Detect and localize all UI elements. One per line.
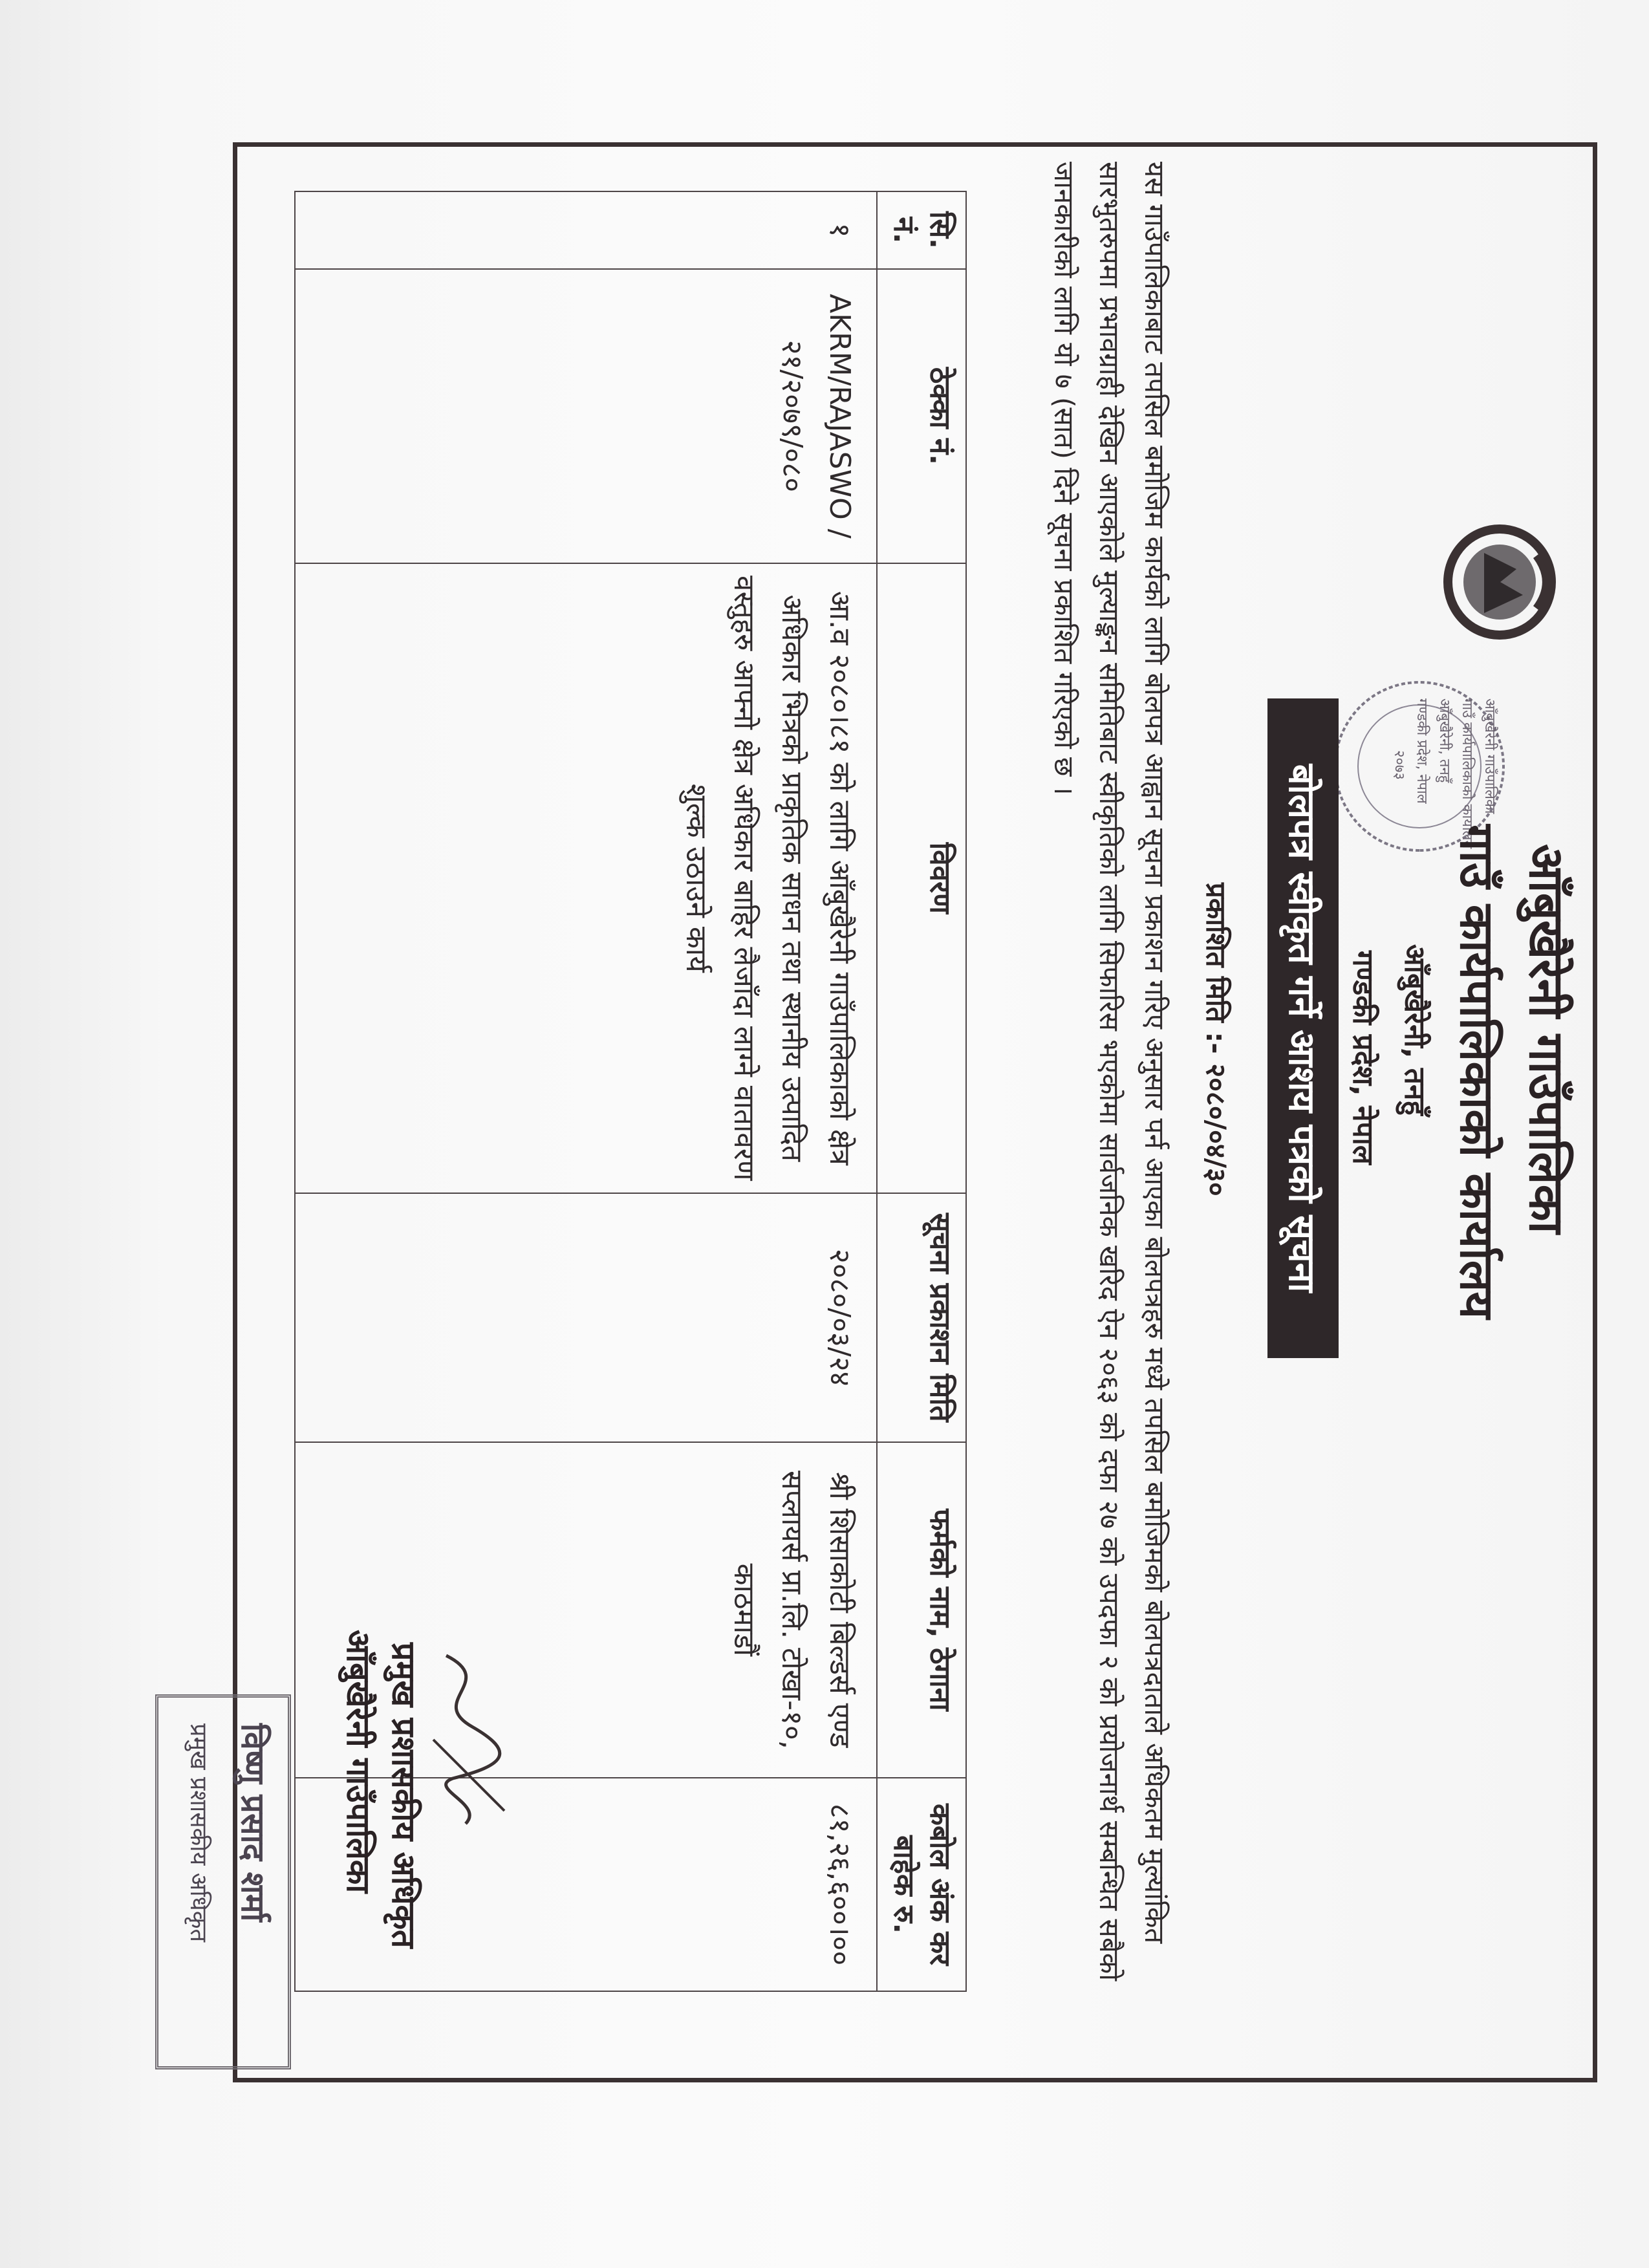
header-notice-date: सूचना प्रकाशन मिति xyxy=(877,1193,966,1442)
header-sn: सि. नं. xyxy=(877,191,966,269)
cell-description: आ.व २०८०।८१ को लागि आँबुखैरेनी गाउँपालिकाको क्षेत्र अधिकार भित्रको प्राकृतिक साधन तथा स्थानीय उत्पादित वस्तुहरु आफ्नो क्षेत्र अधिकार बाहिर लैजाँदा लाग्ने वातावरण शुल्क उठाउने कार्य xyxy=(295,563,877,1193)
signature-icon xyxy=(414,1643,524,1837)
table-row xyxy=(295,191,877,1991)
government-emblem-icon xyxy=(1442,517,1562,647)
seal-text: गण्डकी प्रदेश, नेपाल xyxy=(1414,698,1430,804)
notice-body: यस गाउँपालिकाबाट तपसिल बमोजिम कार्यको लागि बोलपत्र आह्वान सूचना प्रकाशन गरिए अनुसार पर्न आएका बोलपत्रहरु मध्ये तपसिल बमोजिमको बोलपत्रदाताले अधिकतम मुल्यांकित सारभुतरुपमा प्रभावग्राही देखिन आएकोले मुल्याङ्कन समितिबाट स्वीकृतिको लागि सिफारिस भएकोमा सार्वजनिक खरिद ऐन २०६३ को दफा २७ को उपदफा २ को प्रयोजनार्थ सम्बन्धित सबैको जानकारीको लागि यो ७ (सात) दिने सूचना प्रकाशित गरिएको छ । xyxy=(1048,162,1170,1982)
municipality-name: आँबुखैरेनी गाउँपालिका xyxy=(1518,844,1574,1234)
header-bid-amount: कबोल अंक कर बाहेक रु. xyxy=(877,1778,966,1991)
seal-text: आँबुखैरेनी गाउँपालिका xyxy=(1482,698,1498,814)
officer-designation: प्रमुख प्रशासकीय अधिकृत xyxy=(185,1723,211,1942)
notice-title: बोलपत्र स्वीकृत गर्ने आशय पत्रको सूचना xyxy=(1267,698,1339,1358)
officer-name: विष्णु प्रसाद शर्मा xyxy=(234,1723,272,1922)
cell-sn: १ xyxy=(295,191,877,269)
office-province: गण्डकी प्रदेश, नेपाल xyxy=(1346,951,1379,1165)
cell-notice-date: २०८०/०३/२४ xyxy=(295,1193,877,1442)
name-stamp xyxy=(155,1694,291,2069)
cell-bid-amount: ८१,२६,६००।०० xyxy=(295,1778,877,1991)
header-description: विवरण xyxy=(877,563,966,1193)
published-date: प्रकाशित मिति :- २०८०/०४/३० xyxy=(1200,883,1232,1196)
cell-contract-no: AKRM/RAJASWO /२१/२०७९/०८० xyxy=(295,269,877,563)
table-header-row xyxy=(877,191,966,1991)
seal-text: गाउँ कार्यपालिकाको कार्यालय xyxy=(1459,698,1475,849)
office-address: आँबुखैरेनी, तनहुँ xyxy=(1398,944,1431,1116)
seal-text: आँबुखैरेनी, तनहुँ xyxy=(1436,698,1452,783)
header-contract-no: ठेक्का नं. xyxy=(877,269,966,563)
seal-text: २०७३ xyxy=(1391,750,1407,780)
signatory-org: आँबुखैरेनी गाउँपालिका xyxy=(339,1630,377,1894)
signatory-title: प्रमुख प्रशासकीय अधिकृत xyxy=(385,1643,422,1949)
header-firm: फर्मको नाम, ठेगाना xyxy=(877,1442,966,1778)
office-name: गाउँ कार्यपालिकाको कार्यालय xyxy=(1450,825,1504,1319)
cell-firm: श्री शिसाकोटी बिल्डर्स एण्ड सप्लायर्स प्रा.लि. टोखा-१०, काठमाडौं xyxy=(295,1442,877,1778)
